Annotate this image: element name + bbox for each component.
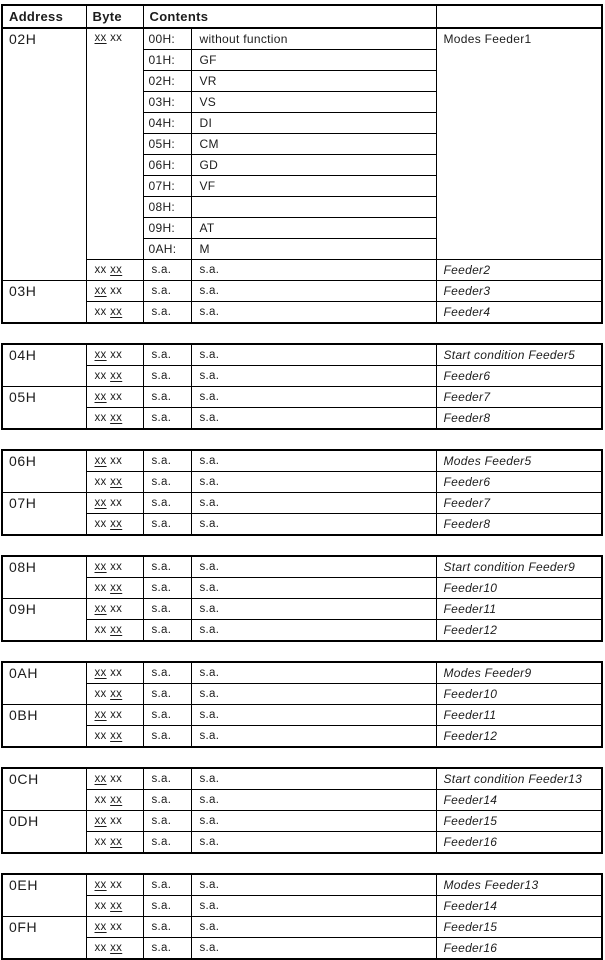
sa-value-cell: s.a. <box>191 302 436 324</box>
byte-pattern: xx <box>94 900 107 912</box>
sa-code-cell: s.a. <box>143 302 191 324</box>
table-row <box>2 28 602 50</box>
memory-map-table-04h-05h <box>1 343 603 430</box>
mode-value-cell: GF <box>191 50 436 71</box>
sa-code-cell: s.a. <box>143 493 191 514</box>
byte-pattern: xx <box>110 815 123 827</box>
mode-code-cell: 08H: <box>143 197 191 218</box>
description-cell: Feeder11 <box>436 705 602 726</box>
sa-code-cell: s.a. <box>143 408 191 430</box>
sa-value-cell: s.a. <box>191 281 436 302</box>
byte-pattern: xx <box>94 921 107 933</box>
table-row <box>2 472 602 493</box>
description-cell: Feeder3 <box>436 281 602 302</box>
byte-pattern: xx <box>110 455 123 467</box>
table-row <box>2 705 602 726</box>
sa-value-cell: s.a. <box>191 514 436 536</box>
table-row <box>2 917 602 938</box>
table-row <box>2 938 602 960</box>
sa-code-cell: s.a. <box>143 790 191 811</box>
address-cell: 0CH <box>2 768 86 811</box>
mode-code-cell: 0AH: <box>143 239 191 260</box>
table-row <box>2 874 602 896</box>
memory-map-table-06h-07h <box>1 449 603 536</box>
table-row <box>2 450 602 472</box>
description-cell: Start condition Feeder5 <box>436 344 602 366</box>
byte-pattern: xx <box>110 688 123 700</box>
sa-value-cell: s.a. <box>191 917 436 938</box>
description-cell: Feeder8 <box>436 408 602 430</box>
byte-pattern: xx <box>94 794 107 806</box>
sa-code-cell: s.a. <box>143 387 191 408</box>
mode-code-cell: 04H: <box>143 113 191 134</box>
sa-code-cell: s.a. <box>143 450 191 472</box>
sa-code-cell: s.a. <box>143 556 191 578</box>
mode-value-cell: VS <box>191 92 436 113</box>
sa-code-cell: s.a. <box>143 260 191 281</box>
byte-pattern: xx <box>110 794 123 806</box>
byte-pattern: xx <box>94 285 107 297</box>
byte-cell <box>86 302 143 324</box>
sa-code-cell: s.a. <box>143 684 191 705</box>
byte-cell <box>86 917 143 938</box>
sa-value-cell: s.a. <box>191 938 436 960</box>
contents-column-header: Contents <box>143 5 436 28</box>
table-row <box>2 684 602 705</box>
byte-pattern: xx <box>110 32 123 44</box>
sa-value-cell: s.a. <box>191 811 436 832</box>
mode-code-cell: 01H: <box>143 50 191 71</box>
byte-pattern: xx <box>110 370 123 382</box>
description-cell: Feeder6 <box>436 472 602 493</box>
description-cell: Feeder8 <box>436 514 602 536</box>
sa-code-cell: s.a. <box>143 726 191 748</box>
byte-pattern: xx <box>110 709 123 721</box>
byte-cell <box>86 260 143 281</box>
table-row <box>2 387 602 408</box>
description-cell: Feeder10 <box>436 578 602 599</box>
byte-cell <box>86 599 143 620</box>
table-row <box>2 726 602 748</box>
byte-pattern: xx <box>94 518 107 530</box>
sa-value-cell: s.a. <box>191 790 436 811</box>
sa-code-cell: s.a. <box>143 344 191 366</box>
byte-pattern: xx <box>110 921 123 933</box>
sa-value-cell: s.a. <box>191 450 436 472</box>
description-cell: Modes Feeder9 <box>436 662 602 684</box>
description-cell: Feeder16 <box>436 938 602 960</box>
address-cell: 07H <box>2 493 86 536</box>
byte-pattern: xx <box>94 32 107 44</box>
address-cell: 03H <box>2 281 86 324</box>
description-cell: Feeder14 <box>436 896 602 917</box>
description-cell: Feeder2 <box>436 260 602 281</box>
sa-code-cell: s.a. <box>143 578 191 599</box>
mode-value-cell: VR <box>191 71 436 92</box>
description-cell: Feeder15 <box>436 917 602 938</box>
memory-map-table-08h-09h <box>1 555 603 642</box>
sa-code-cell: s.a. <box>143 366 191 387</box>
byte-pattern: xx <box>110 582 123 594</box>
address-cell: 0DH <box>2 811 86 854</box>
byte-pattern: xx <box>94 349 107 361</box>
sa-value-cell: s.a. <box>191 896 436 917</box>
description-cell: Feeder7 <box>436 387 602 408</box>
byte-cell <box>86 578 143 599</box>
sa-value-cell: s.a. <box>191 472 436 493</box>
mode-value-cell: VF <box>191 176 436 197</box>
byte-cell <box>86 344 143 366</box>
description-cell: Feeder11 <box>436 599 602 620</box>
mode-value-cell: M <box>191 239 436 260</box>
sa-value-cell: s.a. <box>191 620 436 642</box>
mode-code-cell: 00H: <box>143 28 191 50</box>
byte-pattern: xx <box>94 561 107 573</box>
sa-value-cell: s.a. <box>191 768 436 790</box>
byte-pattern: xx <box>94 730 107 742</box>
mode-value-cell: without function <box>191 28 436 50</box>
byte-pattern: xx <box>110 900 123 912</box>
address-cell: 05H <box>2 387 86 430</box>
byte-pattern: xx <box>94 879 107 891</box>
byte-pattern: xx <box>110 391 123 403</box>
byte-cell <box>86 620 143 642</box>
table-row <box>2 408 602 430</box>
table-row <box>2 896 602 917</box>
description-cell: Feeder12 <box>436 620 602 642</box>
description-cell: Start condition Feeder9 <box>436 556 602 578</box>
table-row <box>2 281 602 302</box>
byte-pattern: xx <box>94 455 107 467</box>
sa-value-cell: s.a. <box>191 874 436 896</box>
table-row <box>2 260 602 281</box>
memory-map-table-0eh-0fh <box>1 873 603 960</box>
description-cell: Modes Feeder5 <box>436 450 602 472</box>
sa-value-cell: s.a. <box>191 578 436 599</box>
address-cell: 04H <box>2 344 86 387</box>
sa-code-cell: s.a. <box>143 281 191 302</box>
memory-map-table-0ch-0dh <box>1 767 603 854</box>
byte-cell <box>86 556 143 578</box>
byte-cell <box>86 408 143 430</box>
mode-value-cell: DI <box>191 113 436 134</box>
address-cell: 08H <box>2 556 86 599</box>
byte-pattern: xx <box>94 773 107 785</box>
sa-value-cell: s.a. <box>191 344 436 366</box>
mode-code-cell: 06H: <box>143 155 191 176</box>
byte-pattern: xx <box>94 667 107 679</box>
table-row <box>2 514 602 536</box>
byte-pattern: xx <box>110 879 123 891</box>
address-cell: 02H <box>2 28 86 281</box>
sa-value-cell: s.a. <box>191 493 436 514</box>
sa-code-cell: s.a. <box>143 705 191 726</box>
description-cell: Feeder14 <box>436 790 602 811</box>
sa-code-cell: s.a. <box>143 832 191 854</box>
table-row <box>2 493 602 514</box>
table-row <box>2 302 602 324</box>
sa-code-cell: s.a. <box>143 472 191 493</box>
table-row <box>2 556 602 578</box>
sa-value-cell: s.a. <box>191 832 436 854</box>
sa-value-cell: s.a. <box>191 599 436 620</box>
byte-cell <box>86 472 143 493</box>
description-cell: Feeder6 <box>436 366 602 387</box>
table-row <box>2 599 602 620</box>
byte-column-header: Byte <box>86 5 143 28</box>
sa-value-cell: s.a. <box>191 662 436 684</box>
byte-pattern: xx <box>94 688 107 700</box>
byte-pattern: xx <box>94 264 107 276</box>
memory-map-table-0ah-0bh <box>1 661 603 748</box>
sa-value-cell: s.a. <box>191 387 436 408</box>
byte-pattern: xx <box>94 709 107 721</box>
byte-pattern: xx <box>110 306 123 318</box>
byte-cell <box>86 281 143 302</box>
byte-pattern: xx <box>110 497 123 509</box>
byte-pattern: xx <box>94 624 107 636</box>
address-cell: 0EH <box>2 874 86 917</box>
mode-value-cell <box>191 197 436 218</box>
byte-pattern: xx <box>94 582 107 594</box>
mode-value-cell: CM <box>191 134 436 155</box>
byte-pattern: xx <box>110 412 123 424</box>
byte-cell <box>86 768 143 790</box>
byte-pattern: xx <box>110 942 123 954</box>
byte-cell <box>86 662 143 684</box>
sa-value-cell: s.a. <box>191 705 436 726</box>
description-column-header <box>436 5 602 28</box>
mode-code-cell: 07H: <box>143 176 191 197</box>
description-cell: Feeder10 <box>436 684 602 705</box>
byte-pattern: xx <box>110 518 123 530</box>
sa-code-cell: s.a. <box>143 874 191 896</box>
table-row <box>2 662 602 684</box>
byte-pattern: xx <box>110 285 123 297</box>
byte-pattern: xx <box>110 624 123 636</box>
sa-value-cell: s.a. <box>191 366 436 387</box>
byte-pattern: xx <box>94 497 107 509</box>
sa-value-cell: s.a. <box>191 684 436 705</box>
mode-value-cell: AT <box>191 218 436 239</box>
byte-pattern: xx <box>110 264 123 276</box>
sa-code-cell: s.a. <box>143 768 191 790</box>
byte-cell <box>86 28 143 260</box>
sa-value-cell: s.a. <box>191 408 436 430</box>
description-cell: Modes Feeder1 <box>436 28 602 260</box>
sa-value-cell: s.a. <box>191 556 436 578</box>
byte-cell <box>86 705 143 726</box>
sa-code-cell: s.a. <box>143 514 191 536</box>
description-cell: Start condition Feeder13 <box>436 768 602 790</box>
byte-cell <box>86 896 143 917</box>
description-cell: Feeder12 <box>436 726 602 748</box>
byte-cell <box>86 832 143 854</box>
byte-pattern: xx <box>94 476 107 488</box>
table-row <box>2 768 602 790</box>
byte-pattern: xx <box>94 412 107 424</box>
byte-pattern: xx <box>110 667 123 679</box>
sa-code-cell: s.a. <box>143 896 191 917</box>
byte-pattern: xx <box>94 942 107 954</box>
table-row <box>2 344 602 366</box>
table-row <box>2 578 602 599</box>
description-cell: Feeder7 <box>436 493 602 514</box>
byte-cell <box>86 684 143 705</box>
address-cell: 0FH <box>2 917 86 960</box>
sa-code-cell: s.a. <box>143 811 191 832</box>
byte-cell <box>86 514 143 536</box>
sa-code-cell: s.a. <box>143 620 191 642</box>
table-row <box>2 811 602 832</box>
byte-pattern: xx <box>94 836 107 848</box>
byte-cell <box>86 387 143 408</box>
description-cell: Modes Feeder13 <box>436 874 602 896</box>
byte-pattern: xx <box>110 476 123 488</box>
table-row <box>2 620 602 642</box>
table-row <box>2 366 602 387</box>
mode-code-cell: 02H: <box>143 71 191 92</box>
address-cell: 0AH <box>2 662 86 705</box>
address-cell: 0BH <box>2 705 86 748</box>
sa-code-cell: s.a. <box>143 662 191 684</box>
table-header-row <box>2 5 602 28</box>
sa-value-cell: s.a. <box>191 726 436 748</box>
byte-cell <box>86 366 143 387</box>
memory-map-table-02h-03h <box>1 4 603 324</box>
address-column-header: Address <box>2 5 86 28</box>
description-cell: Feeder16 <box>436 832 602 854</box>
byte-cell <box>86 450 143 472</box>
mode-code-cell: 09H: <box>143 218 191 239</box>
mode-code-cell: 05H: <box>143 134 191 155</box>
byte-pattern: xx <box>94 370 107 382</box>
byte-pattern: xx <box>94 306 107 318</box>
byte-cell <box>86 790 143 811</box>
sa-value-cell: s.a. <box>191 260 436 281</box>
byte-pattern: xx <box>110 773 123 785</box>
mode-value-cell: GD <box>191 155 436 176</box>
mode-code-cell: 03H: <box>143 92 191 113</box>
byte-cell <box>86 938 143 960</box>
byte-pattern: xx <box>110 603 123 615</box>
byte-cell <box>86 811 143 832</box>
byte-pattern: xx <box>94 391 107 403</box>
description-cell: Feeder15 <box>436 811 602 832</box>
sa-code-cell: s.a. <box>143 917 191 938</box>
table-row <box>2 790 602 811</box>
byte-pattern: xx <box>94 603 107 615</box>
byte-pattern: xx <box>110 561 123 573</box>
byte-pattern: xx <box>110 730 123 742</box>
byte-cell <box>86 493 143 514</box>
byte-pattern: xx <box>110 836 123 848</box>
address-cell: 09H <box>2 599 86 642</box>
byte-pattern: xx <box>110 349 123 361</box>
address-cell: 06H <box>2 450 86 493</box>
byte-pattern: xx <box>94 815 107 827</box>
description-cell: Feeder4 <box>436 302 602 324</box>
table-row <box>2 832 602 854</box>
sa-code-cell: s.a. <box>143 599 191 620</box>
byte-cell <box>86 726 143 748</box>
byte-cell <box>86 874 143 896</box>
sa-code-cell: s.a. <box>143 938 191 960</box>
